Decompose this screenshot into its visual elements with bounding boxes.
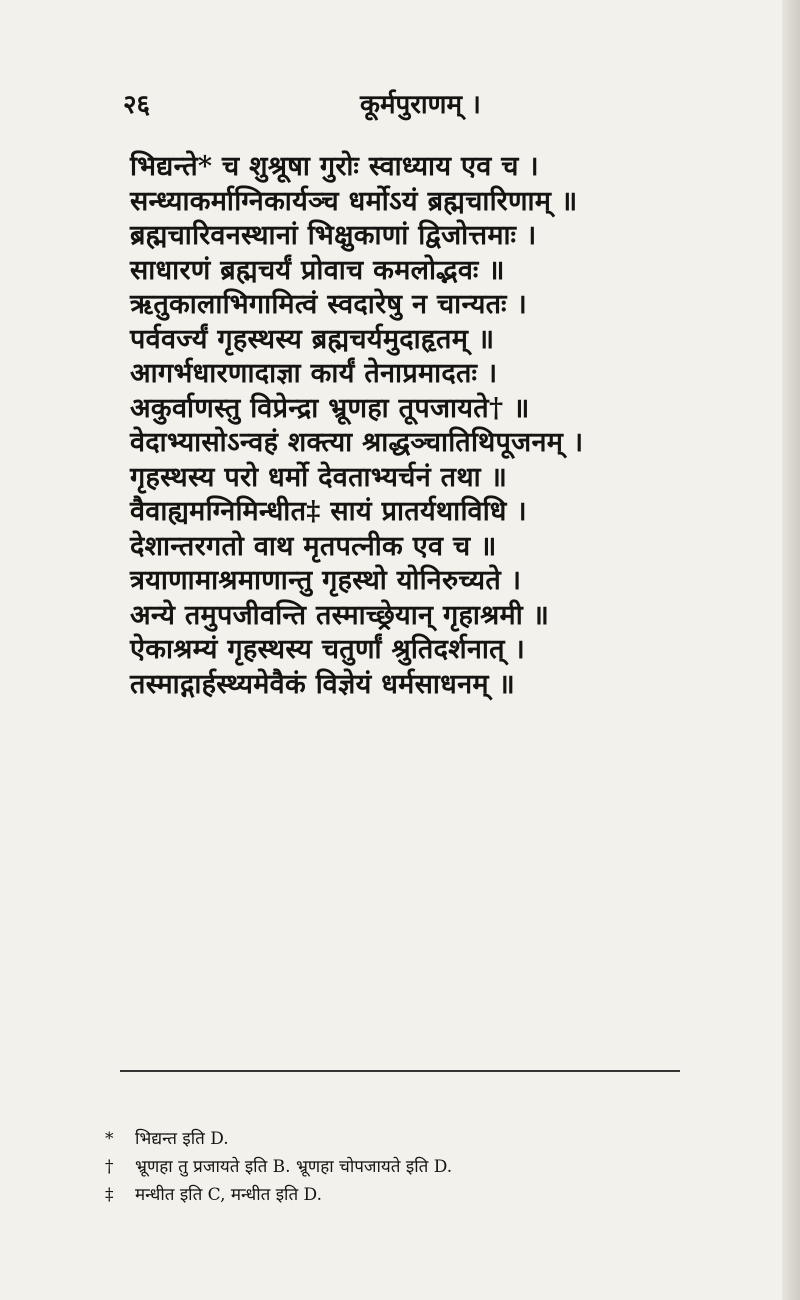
verse-line: भिद्यन्ते* च शुश्रूषा गुरोः स्वाध्याय एव च । (130, 151, 539, 182)
verse-line: पर्ववर्ज्यं गृहस्थस्य ब्रह्मचर्यमुदाहृतम् ॥ (130, 323, 495, 355)
verse-line: गृहस्थस्य परो धर्मो देवताभ्यर्चनं तथा ॥ (130, 461, 508, 493)
footnotes (105, 1125, 665, 1209)
footnote-mark: ‡ (105, 1185, 114, 1205)
verse-line: ऋतुकालाभिगामित्वं स्वदारेषु न चान्यतः । (130, 289, 528, 320)
verse-line: त्रयाणामाश्रमाणान्तु गृहस्थो योनिरुच्यते । (130, 565, 522, 596)
footnote-mark: * (105, 1129, 114, 1149)
page-header (0, 85, 800, 125)
footnote (105, 1153, 665, 1181)
verse-line: साधारणं ब्रह्मचर्यं प्रोवाच कमलोद्भवः ॥ (130, 254, 505, 286)
verse-line: अन्ये तमुपजीवन्ति तस्माच्छ्रेयान् गृहाश्रमी ॥ (130, 599, 550, 631)
footnote (105, 1181, 665, 1209)
footnote-divider (120, 1070, 680, 1072)
page-edge-shadow (782, 0, 800, 1300)
verse-line: ब्रह्मचारिवनस्थानां भिक्षुकाणां द्विजोत्तमाः । (130, 220, 537, 251)
page-number: २६ (123, 90, 151, 120)
footnote-mark: † (105, 1157, 114, 1177)
verse-block (130, 150, 690, 702)
verse-line: वेदाभ्यासोऽन्वहं शक्त्या श्राद्धञ्चातिथिपूजनम् । (130, 427, 584, 458)
footnote-text: भ्रूणहा तु प्रजायते इति B. भ्रूणहा चोपजायते इति D. (135, 1157, 453, 1177)
verse-line: वैवाह्यमग्निमिन्धीत‡ सायं प्रातर्यथाविधि । (130, 496, 527, 527)
verse-line: तस्माद्गार्हस्थ्यमेवैकं विज्ञेयं धर्मसाधनम् ॥ (130, 668, 515, 700)
verse-line: आगर्भधारणादाज्ञा कार्यं तेनाप्रमादतः । (130, 358, 498, 389)
running-title: कूर्मपुराणम् । (360, 90, 481, 120)
verse-line: देशान्तरगतो वाथ मृतपत्नीक एव च ॥ (130, 530, 497, 562)
verse-line: ऐकाश्रम्यं गृहस्थस्य चतुर्णां श्रुतिदर्शनात् । (130, 634, 526, 665)
verse-line: सन्ध्याकर्माग्निकार्यञ्च धर्मोऽयं ब्रह्मचारिणाम् ॥ (130, 185, 578, 217)
verse-line: अकुर्वाणस्तु विप्रेन्द्रा भ्रूणहा तूपजायते† ॥ (130, 392, 530, 424)
footnote (105, 1125, 665, 1153)
footnote-text: मन्धीत इति C, मन्धीत इति D. (135, 1185, 322, 1205)
footnote-text: भिद्यन्त इति D. (135, 1129, 229, 1149)
